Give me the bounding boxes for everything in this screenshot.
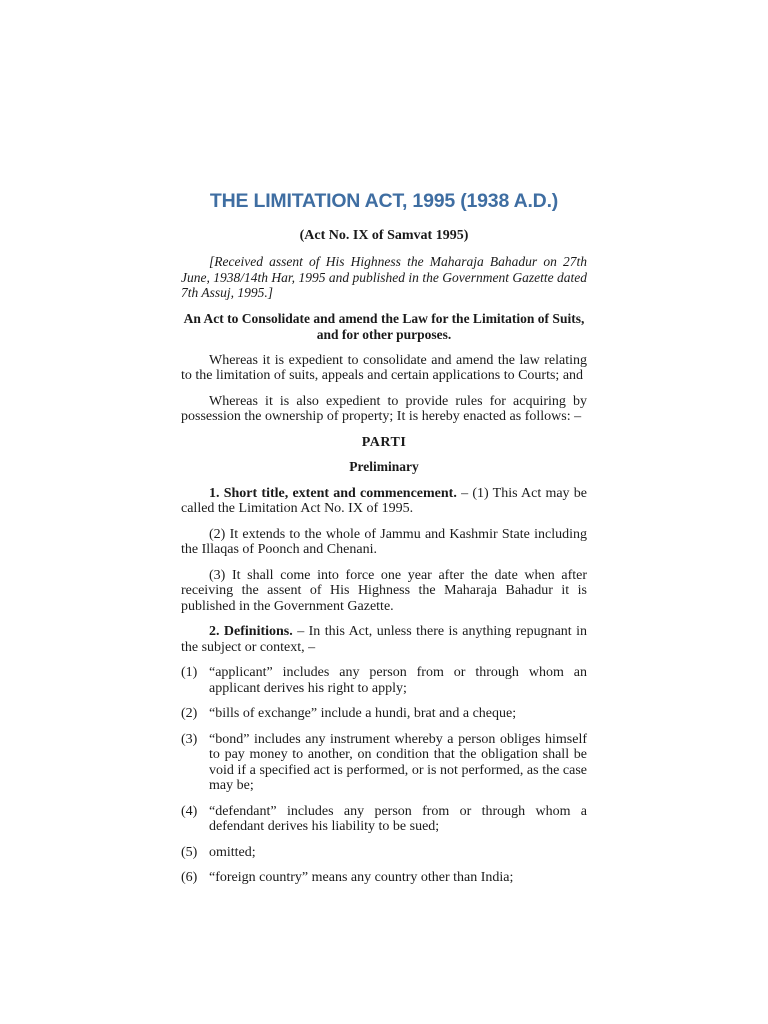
section-2-paragraph [181,624,587,655]
act-title: THE LIMITATION ACT, 1995 (1938 A.D.) [209,190,559,212]
definition-number: (1) [181,665,198,680]
part-subheading: Preliminary [349,458,419,474]
definition-number: (6) [181,870,198,885]
definition-text: “foreign country” means any country other than India; [209,870,514,885]
definition-item [181,732,587,794]
definition-item [181,845,587,861]
document-body [181,190,587,896]
definition-number: (2) [181,706,198,721]
assent-note: [Received assent of His Highness the Maharaja Bahadur on 27th June, 1938/14th Har, 1995 and published in the Government Gazette dated 7th Assuj, 1995.] [181,254,587,300]
part-heading: PARTI [361,434,407,450]
section-1-text: – (1) This Act may be called the Limitation Act No. IX of 1995. [181,485,587,516]
act-number: (Act No. IX of Samvat 1995) [299,228,469,243]
definition-text: “applicant” includes any person from or through whom an applicant derives his right to apply; [209,665,587,696]
definitions-list [181,665,587,886]
definition-text: omitted; [209,844,256,860]
definition-number: (4) [181,803,198,819]
definition-item [181,870,587,886]
preamble-paragraph-1: Whereas it is expedient to consolidate and amend the law relating to the limitation of suits, appeals and certain applications to Courts; and [181,352,587,383]
definition-number: (3) [181,731,198,747]
definition-text: “bond” includes any instrument whereby a person obliges himself to pay money to another, on condition that the obligation shall be void if a specified act is performed, or is not performed, as the case may be; [209,731,587,793]
definition-item [181,706,587,722]
section-1-sub-3: (3) It shall come into force one year after the date when after receiving the assent of His Highness the Maharaja Bahadur it is published in the Government Gazette. [181,567,587,614]
long-title: An Act to Consolidate and amend the Law for the Limitation of Suits, and for other purposes. [183,310,585,342]
section-1-title: 1. Short title, extent and commencement. [209,485,457,501]
section-1-paragraph [181,486,587,517]
section-2-text: – In this Act, unless there is anything repugnant in the subject or context, – [181,624,587,655]
definition-item [181,665,587,696]
definition-item [181,804,587,835]
section-2-title: 2. Definitions. [209,624,293,639]
definition-text: “defendant” includes any person from or through whom a defendant derives his liability to be sued; [209,803,587,834]
definition-number: (5) [181,844,198,860]
preamble-paragraph-2: Whereas it is also expedient to provide rules for acquiring by possession the ownership of property; It is hereby enacted as follows: – [181,393,587,424]
section-1-sub-2: (2) It extends to the whole of Jammu and Kashmir State including the Illaqas of Poonch and Chenani. [181,526,587,557]
definition-text: “bills of exchange” include a hundi, brat and a cheque; [209,706,517,721]
